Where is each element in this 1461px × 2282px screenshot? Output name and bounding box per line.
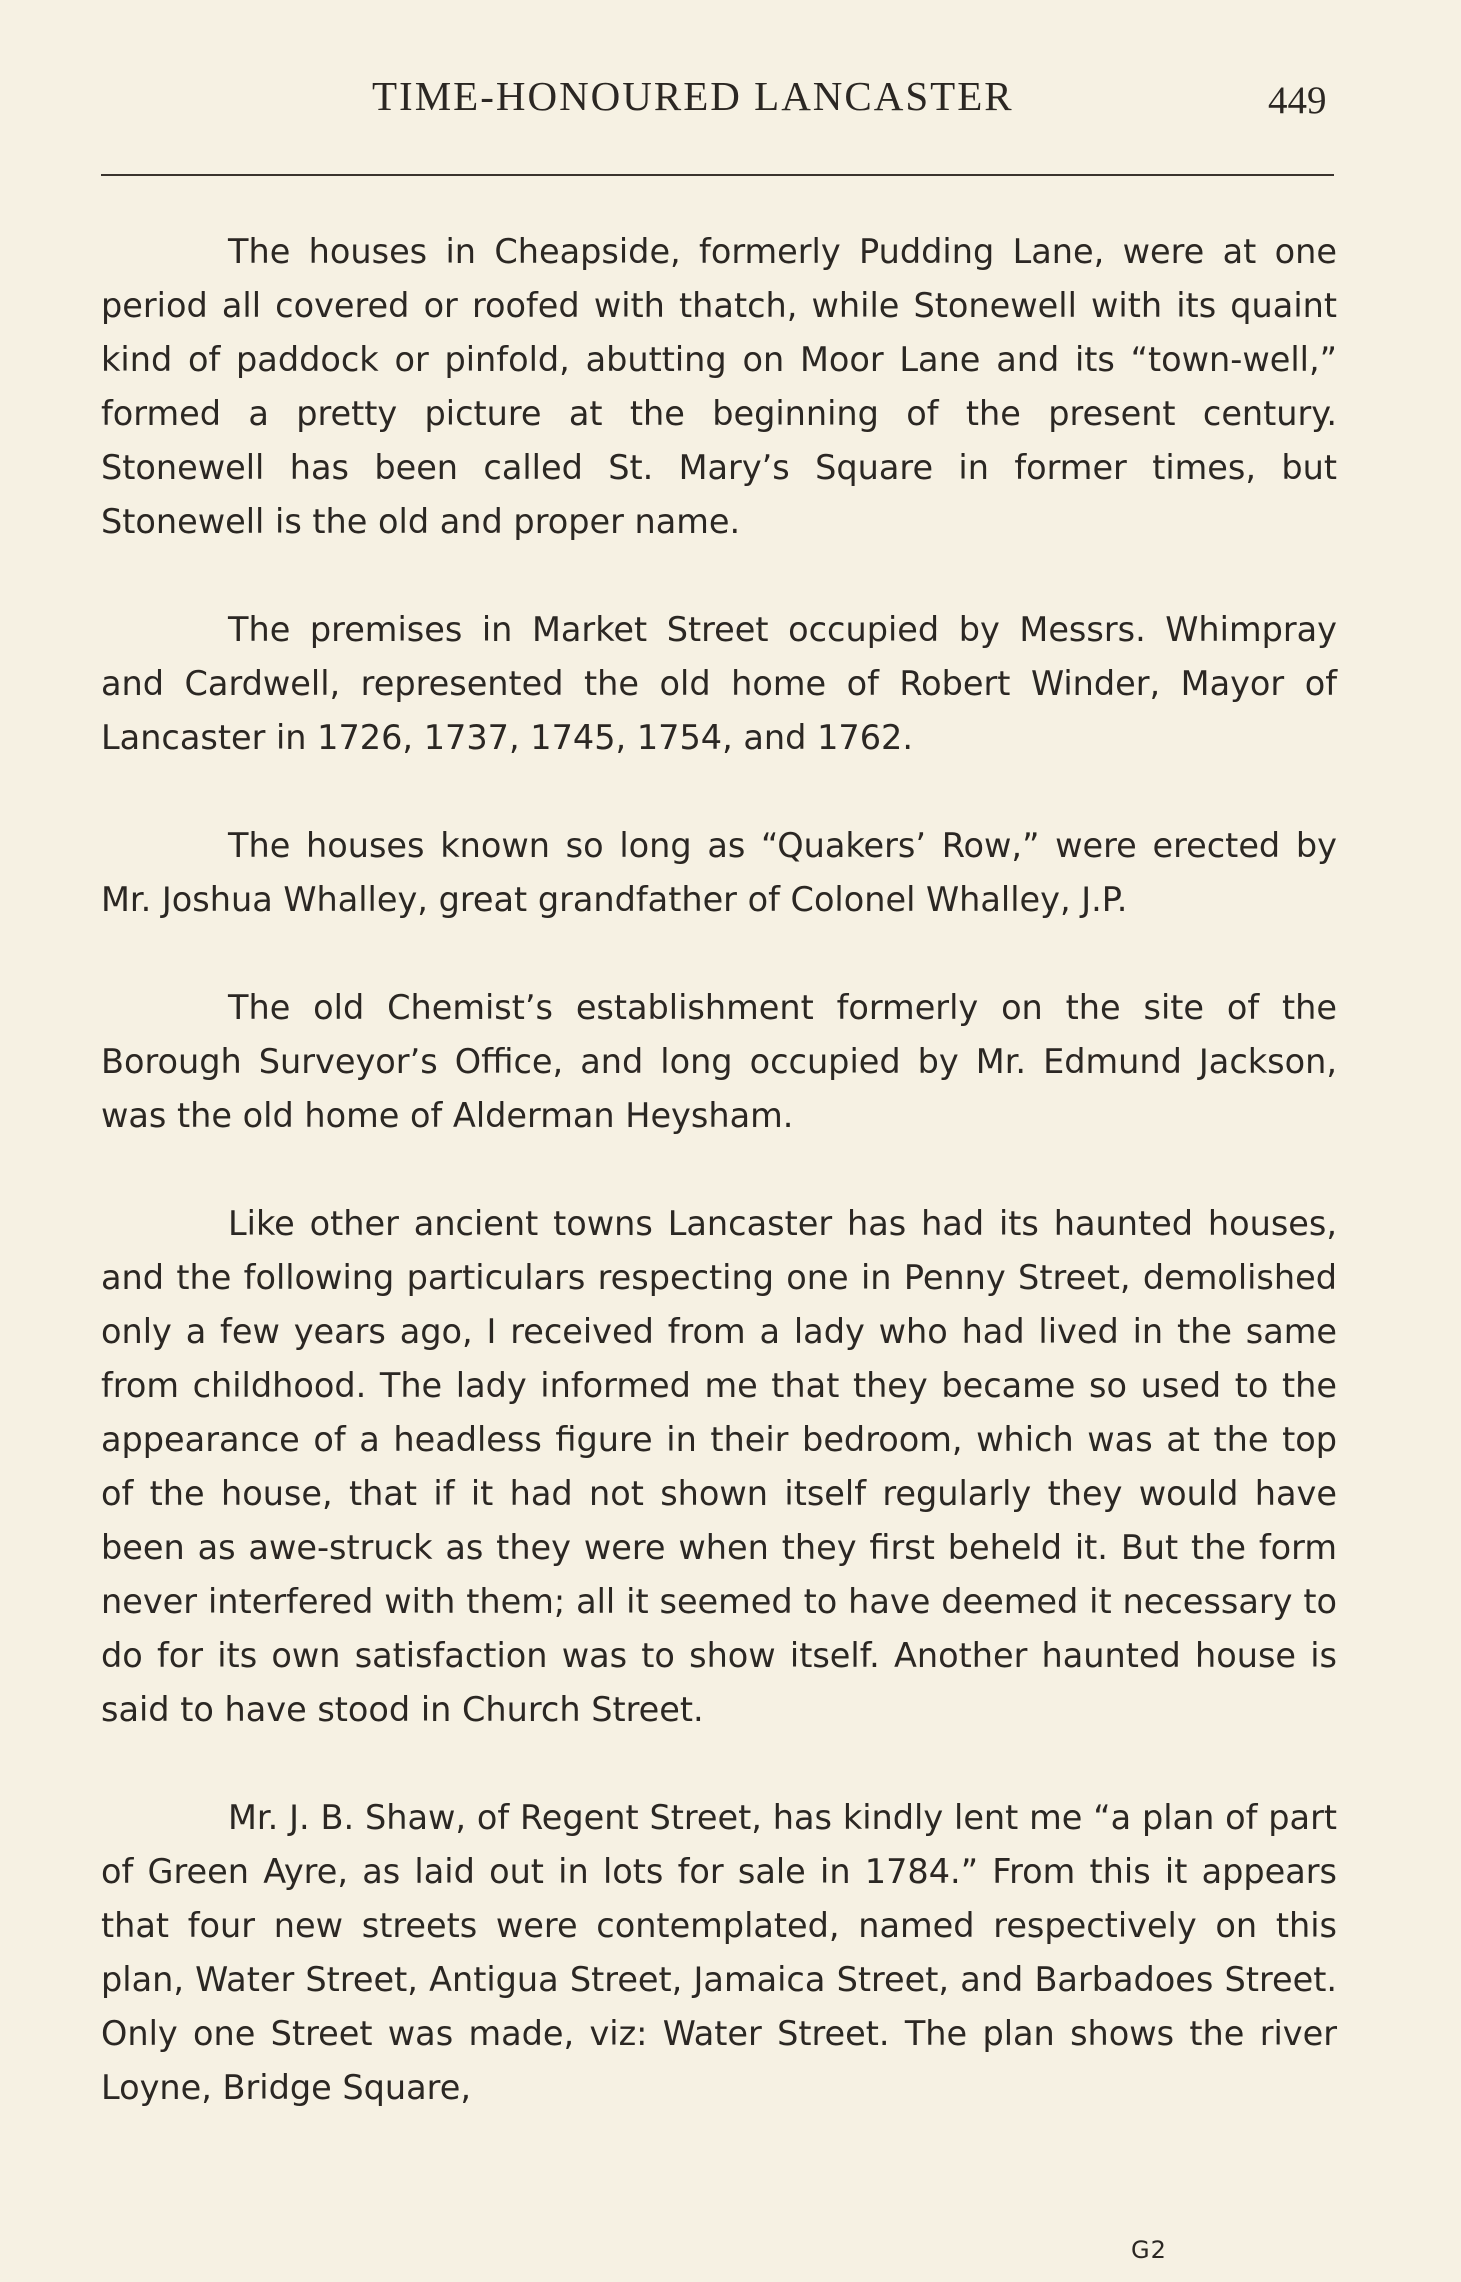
page-number: 449 (1268, 79, 1327, 122)
paragraph-quakers-row: The houses known so long as “Quakers’ Row,” were erected by Mr. Joshua Whalley, great grandfather of Colonel Whalley, J.P. (101, 826, 1337, 919)
paragraph-market-street: The premises in Market Street occupied by Messrs. Whimpray and Cardwell, represented the old home of Robert Winder, Mayor of Lancaster in 1726, 1737, 1745, 1754, and 1762. (101, 610, 1337, 757)
running-title: TIME-HONOURED LANCASTER (372, 73, 1014, 119)
signature-mark: G2 (1131, 2236, 1167, 2264)
paragraph-haunted-houses: Like other ancient towns Lancaster has had its haunted houses, and the following particulars respecting one in Penny Street, demolished only a few years ago, I received from a lady who had lived in the same from childhood. The lady informed me that they became so used to the appearance of a headless figure in their bedroom, which was at the top of the house, that if it had not shown itself regularly they would have been as awe-struck as they were when they first beheld it. But the form never interfered with them; all it seemed to have deemed it necessary to do for its own satisfaction was to show itself. Another haunted house is said to have stood in Church Street. (101, 1204, 1337, 1729)
header-rule (101, 174, 1334, 176)
running-head (0, 72, 1461, 122)
paragraph-green-ayre-plan: Mr. J. B. Shaw, of Regent Street, has kindly lent me “a plan of part of Green Ayre, as laid out in lots for sale in 1784.” From this it appears that four new streets were contemplated, named respectively on this plan, Water Street, Antigua Street, Jamaica Street, and Barbadoes Street. Only one Street was made, viz: Water Street. The plan shows the river Loyne, Bridge Square, (101, 1798, 1337, 2107)
paragraph-chemist: The old Chemist’s establishment formerly on the site of the Borough Surveyor’s Office, and long occupied by Mr. Edmund Jackson, was the old home of Alderman Heysham. (101, 988, 1337, 1135)
paragraph-cheapside: The houses in Cheapside, formerly Pudding Lane, were at one period all covered or roofed with thatch, while Stonewell with its quaint kind of paddock or pinfold, abutting on Moor Lane and its “town-well,” formed a pretty picture at the beginning of the present century. Stonewell has been called St. Mary’s Square in former times, but Stonewell is the old and proper name. (101, 232, 1337, 541)
body-text (101, 225, 1337, 2169)
